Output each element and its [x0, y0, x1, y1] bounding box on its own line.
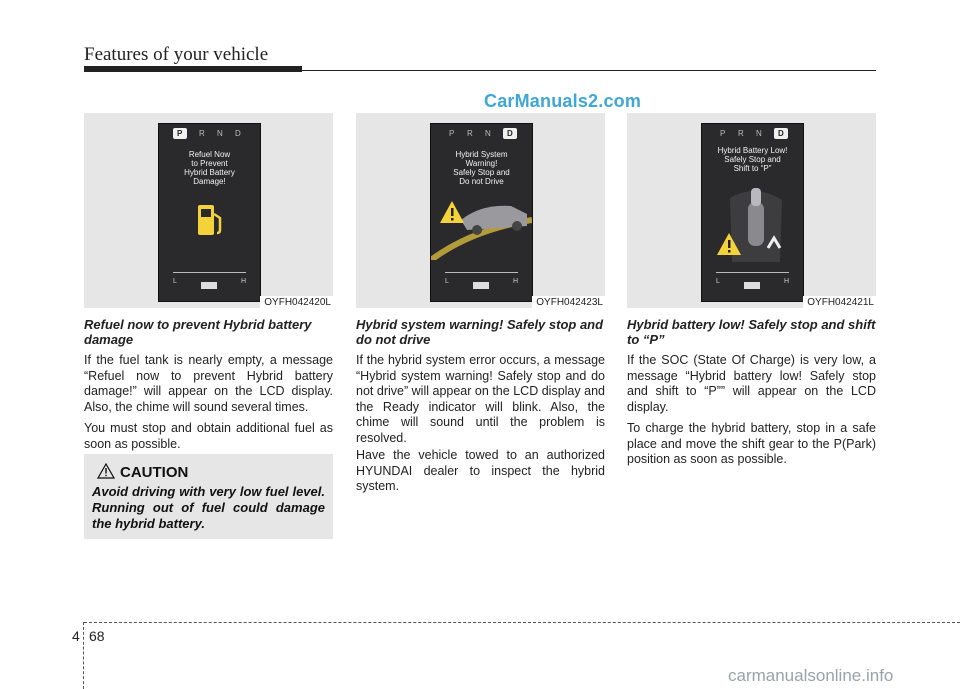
footer-rule: [84, 622, 960, 623]
caution-text: Avoid driving with very low fuel level. Running out of fuel could damage the hybrid battery.: [92, 484, 325, 531]
caution-box: [84, 454, 333, 539]
image-panel: [627, 113, 876, 308]
gear-r: R: [467, 129, 473, 138]
gauge-high-label: H: [512, 278, 518, 285]
section-heading: Hybrid system warning! Safely stop and do not drive: [356, 317, 604, 347]
lcd-message: [706, 146, 799, 173]
header-rule: [302, 70, 876, 71]
column-refuel: [84, 113, 333, 452]
gear-p: P: [449, 129, 455, 138]
gauge-low-label: L: [716, 278, 720, 285]
image-code: OYFH042421L: [803, 296, 876, 308]
gear-p: P: [177, 129, 183, 138]
image-panel: [84, 113, 333, 308]
body-paragraph: If the hybrid system error occurs, a message “Hybrid system warning! Safely stop and do not drive” will appear on the LCD display and the Ready indicator will blink. Also, the chime will sound until the problem is resolved.: [356, 353, 605, 445]
fuel-gauge: [714, 264, 791, 294]
gear-d: D: [235, 129, 241, 138]
column-hybrid-system-warning: [356, 113, 605, 495]
gauge-line: [173, 272, 246, 273]
gear-d: D: [507, 129, 513, 138]
gear-indicator: [702, 128, 803, 142]
gear-n: N: [217, 129, 223, 138]
gear-indicator: [431, 128, 532, 142]
watermark-top: CarManuals2.com: [484, 91, 642, 111]
column-hybrid-battery-low: [627, 113, 876, 468]
gear-n: N: [756, 129, 762, 138]
caution-triangle-icon: [97, 463, 115, 479]
body-paragraph: Have the vehicle towed to an authorized HYUNDAI dealer to inspect the hybrid system.: [356, 448, 605, 493]
page-header-title: Features of your vehicle: [84, 44, 269, 65]
lcd-message: [163, 150, 256, 186]
image-panel: [356, 113, 605, 308]
gear-d: D: [778, 129, 784, 138]
fuel-pump-icon: [195, 202, 225, 238]
body-paragraph: To charge the hybrid battery, stop in a safe place and move the shift gear to the P(Park) position as soon as possible.: [627, 421, 876, 466]
fuel-gauge: [171, 264, 248, 294]
section-heading: Refuel now to prevent Hybrid battery damage: [84, 317, 312, 347]
page-number: 68: [89, 628, 105, 644]
body-paragraph: If the fuel tank is nearly empty, a message “Refuel now to prevent Hybrid battery damage!” will appear on the LCD display. Also, the chime will sound several times.: [84, 353, 333, 414]
gear-r: R: [199, 129, 205, 138]
battery-badge-icon: [744, 282, 760, 289]
fuel-gauge: [443, 264, 520, 294]
battery-badge-icon: [473, 282, 489, 289]
gauge-high-label: H: [240, 278, 246, 285]
warning-triangle-icon: [439, 200, 465, 224]
gear-indicator: [159, 128, 260, 142]
gear-n: N: [485, 129, 491, 138]
gauge-low-label: L: [173, 278, 177, 285]
gear-r: R: [738, 129, 744, 138]
gauge-line: [716, 272, 789, 273]
gauge-high-label: H: [783, 278, 789, 285]
image-code: OYFH042420L: [260, 296, 333, 308]
lcd-message-text: Refuel Now to Prevent Hybrid Battery Damage!: [184, 150, 235, 186]
header-bar: [84, 66, 302, 72]
gauge-low-label: L: [445, 278, 449, 285]
lcd-display: [701, 123, 804, 302]
chapter-number: 4: [72, 628, 80, 644]
caution-title: CAUTION: [120, 464, 189, 481]
section-heading: Hybrid battery low! Safely stop and shift to “P”: [627, 317, 876, 347]
body-paragraph: You must stop and obtain additional fuel as soon as possible.: [84, 421, 333, 451]
watermark-bottom: carmanualsonline.info: [728, 666, 894, 685]
warning-triangle-icon: [716, 232, 742, 256]
lcd-display: [430, 123, 533, 302]
lcd-display: [158, 123, 261, 302]
image-code: OYFH042423L: [532, 296, 605, 308]
lcd-message-text: Hybrid Battery Low! Safely Stop and Shift to “P”: [717, 146, 788, 173]
footer-divider: [83, 622, 84, 689]
lcd-message: [435, 150, 528, 186]
gauge-line: [445, 272, 518, 273]
lcd-message-text: Hybrid System Warning! Safely Stop and Do not Drive: [453, 150, 510, 186]
gear-p: P: [720, 129, 726, 138]
body-paragraph: If the SOC (State Of Charge) is very low, a message “Hybrid battery low! Safely stop and shift to “P”” will appear on the LCD display.: [627, 353, 876, 414]
battery-badge-icon: [201, 282, 217, 289]
